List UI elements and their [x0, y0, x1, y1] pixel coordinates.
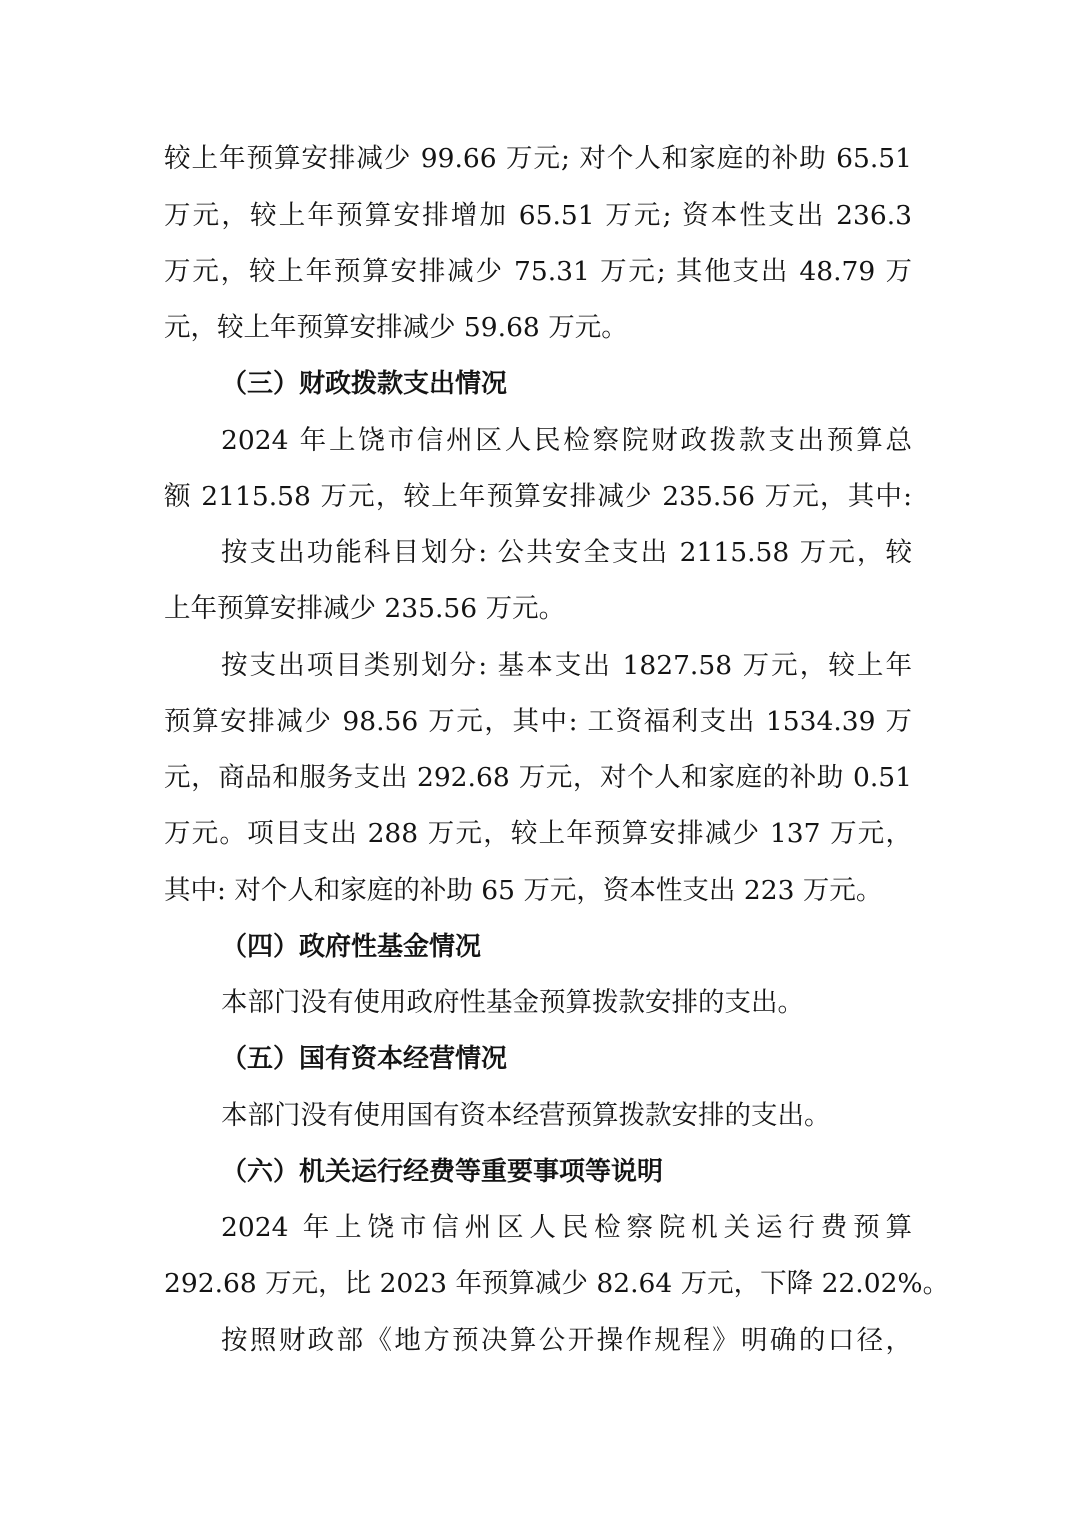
body-text-line: 较上年预算安排减少 99.66 万元; 对个人和家庭的补助 65.51 — [164, 143, 912, 174]
body-text-line: 万元，较上年预算安排增加 65.51 万元; 资本性支出 236.3 — [164, 200, 912, 231]
body-text-line: 上年预算安排减少 235.56 万元。 — [164, 593, 566, 624]
section-heading: （四）政府性基金情况 — [221, 932, 482, 962]
section-heading: （三）财政拨款支出情况 — [221, 369, 508, 399]
body-text-line: 本部门没有使用国有资本经营预算拨款安排的支出。 — [221, 1100, 831, 1131]
body-text-line: 按支出功能科目划分: 公共安全支出 2115.58 万元，较 — [221, 537, 912, 568]
body-text-line: 本部门没有使用政府性基金预算拨款安排的支出。 — [221, 987, 804, 1018]
body-text-line: 按照财政部《地方预决算公开操作规程》明确的口径， — [221, 1325, 912, 1356]
body-text-line: 292.68 万元，比 2023 年预算减少 82.64 万元，下降 22.02%。 — [164, 1268, 950, 1299]
body-text-line: 万元。项目支出 288 万元，较上年预算安排减少 137 万元， — [164, 818, 912, 849]
body-text-line: 预算安排减少 98.56 万元，其中: 工资福利支出 1534.39 万 — [164, 706, 912, 737]
body-text-line: 万元，较上年预算安排减少 75.31 万元; 其他支出 48.79 万 — [164, 256, 912, 287]
body-text-line: 2024 年上饶市信州区人民检察院机关运行费预算 — [221, 1212, 912, 1243]
body-text-line: 元，商品和服务支出 292.68 万元，对个人和家庭的补助 0.51 — [164, 762, 912, 793]
body-text-line: 按支出项目类别划分: 基本支出 1827.58 万元，较上年 — [221, 650, 912, 681]
body-text-line: 额 2115.58 万元，较上年预算安排减少 235.56 万元，其中: — [164, 481, 912, 512]
body-text-line: 2024 年上饶市信州区人民检察院财政拨款支出预算总 — [221, 425, 912, 456]
body-text-line: 其中: 对个人和家庭的补助 65 万元，资本性支出 223 万元。 — [164, 875, 883, 906]
section-heading: （六）机关运行经费等重要事项等说明 — [221, 1157, 664, 1187]
body-text-line: 元，较上年预算安排减少 59.68 万元。 — [164, 312, 628, 343]
section-heading: （五）国有资本经营情况 — [221, 1044, 508, 1074]
